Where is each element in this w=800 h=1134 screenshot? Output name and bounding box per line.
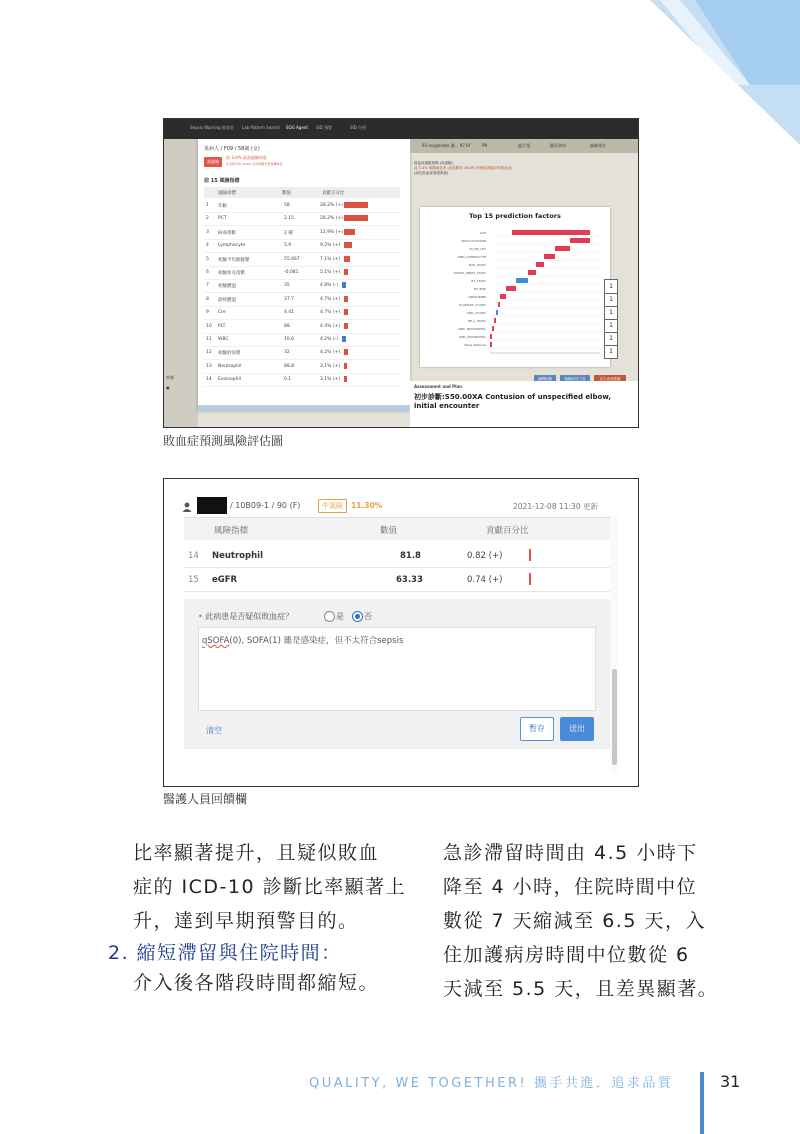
factor-bar (500, 294, 506, 299)
tab-lab-pattern[interactable]: Lab Pattern Search (242, 125, 280, 130)
factor-label: MAP_START (468, 263, 486, 267)
row-value: 10.6 (284, 337, 295, 342)
contribution-bar (344, 323, 348, 329)
row-value: 32 (284, 350, 290, 356)
row-value: 58 (284, 203, 290, 208)
table-row (184, 567, 612, 592)
comment-textarea[interactable] (198, 627, 596, 711)
table-row (204, 360, 400, 374)
row-indicator: 初驗休克指數 (218, 271, 245, 276)
row-indicator: 初驗體溫 (218, 284, 236, 290)
radio-no-label[interactable]: 否 (364, 612, 372, 621)
tab-sid-warning[interactable]: SID 預警 (316, 125, 333, 130)
row-contribution: 3.1% (+) (320, 363, 341, 369)
row-index: 3 (206, 229, 209, 235)
footer-bar (700, 1072, 704, 1134)
comment-underlined: qSOFA (202, 636, 230, 646)
waterfall-plot (420, 207, 610, 367)
row-index: 1 (206, 203, 209, 208)
text-line: 急診滯留時間由 4.5 小時下 (443, 842, 698, 864)
assessment-text: 初步診斷:S50.00XA Contusion of unspecified elbow, initial encounter (414, 393, 612, 410)
text-line: 升，達到早期預警目的。 (133, 910, 359, 932)
row-value: 81.8 (400, 551, 421, 561)
header-contribution: 貢獻百分比 (322, 191, 345, 196)
row-index: 2 (206, 216, 209, 222)
factor-label: SHOCK_INDEX_START (453, 271, 486, 275)
text-line: 降至 4 小時，住院時間中位 (443, 876, 698, 898)
radio-yes[interactable] (324, 611, 335, 622)
risk-table-header (204, 187, 400, 198)
scrollbar-thumb[interactable] (612, 669, 617, 765)
table-row (204, 212, 400, 226)
risk-badge: 高風險 (204, 157, 222, 167)
row-contribution: 3.1% (+) (320, 377, 341, 383)
factor-label: PLATELET_COUNT (459, 303, 486, 307)
side-value-cell: 1 (605, 345, 617, 359)
table-row (204, 266, 400, 280)
factor-bar (555, 246, 570, 251)
user-icon (182, 502, 192, 512)
header-contribution: 貢獻百分比 (486, 526, 529, 536)
side-value-cell: 1 (605, 293, 617, 307)
factor-label: Other features (464, 343, 486, 347)
factor-bar (492, 326, 494, 331)
contribution-bar (344, 349, 348, 355)
factor-label: WBC_LYMPHOCYTE (457, 255, 486, 259)
row-index: 14 (188, 551, 199, 561)
advance-directive-button[interactable]: 自主表達建議 (594, 375, 626, 383)
right-paragraph (443, 836, 718, 1006)
factor-bar (570, 238, 590, 243)
row-value: 35 (284, 283, 290, 289)
row-indicator: Eosinophil (218, 377, 242, 383)
row-index: 6 (206, 270, 209, 275)
browser-tab-bar (164, 119, 638, 139)
table-row (204, 226, 400, 240)
factor-bar (506, 286, 516, 291)
row-indicator: 初驗舒張壓 (218, 351, 241, 357)
risk-percentage: 11.30% (351, 501, 383, 510)
contribution-bar (344, 256, 350, 262)
table-row (204, 373, 400, 387)
factor-label: BP_L_START (468, 319, 486, 323)
row-indicator: Neutrophil (218, 363, 242, 369)
factor-bar (536, 262, 544, 267)
contribution-bar (344, 309, 348, 315)
emr-risk-note (414, 161, 564, 176)
submit-button[interactable]: 送出 (560, 717, 594, 741)
table-row (204, 199, 400, 213)
header-text: PN (482, 143, 488, 148)
risk-subtext: 比全院平均 16.8% 的早期警告患者機率高 (226, 162, 283, 166)
contribution-bar (344, 296, 348, 302)
side-value-cell: 1 (605, 280, 617, 294)
question-text: 此病患是否疑似敗血症？ (205, 612, 294, 621)
text-line: 症的 ICD-10 診斷比率顯著上 (133, 876, 407, 898)
row-index: 13 (206, 363, 212, 369)
row-indicator: PCT (218, 216, 227, 222)
row-index: 12 (206, 350, 212, 356)
header-indicator: 風險指標 (214, 526, 249, 536)
row-contribution: 28.2% (+) (320, 216, 344, 222)
table-row (204, 346, 400, 360)
lab-eval-tool-button[interactable]: 檢驗評估工具 (560, 375, 590, 383)
contribution-bar (342, 336, 346, 342)
horizontal-scrollbar[interactable] (198, 405, 410, 411)
row-index: 15 (188, 575, 199, 585)
emr-right-header (410, 139, 638, 153)
row-value: 63.33 (396, 575, 423, 585)
row-value: 55.667 (284, 256, 300, 262)
factor-bar (498, 302, 500, 307)
factor-bar (496, 310, 498, 315)
row-indicator: 病毒感數 (218, 230, 236, 236)
factor-bar (494, 318, 496, 323)
tab-sepsis-warning[interactable]: Sepsis Warning 敗血症 (190, 125, 234, 130)
row-value: 5.9 (284, 243, 292, 249)
contribution-bar (344, 215, 368, 221)
header-value: 數值 (282, 191, 291, 196)
table-row (204, 279, 400, 293)
row-value: 2.15 (284, 216, 295, 222)
row-contribution: 4.7% (+) (320, 310, 341, 316)
row-index: 11 (206, 337, 212, 342)
row-index: 14 (206, 377, 212, 383)
row-contribution: 12.9% (+) (320, 229, 344, 235)
row-indicator: WBC (218, 337, 229, 342)
row-index: 8 (206, 296, 209, 302)
assessment-title: Assessment and Plan (414, 384, 463, 389)
contribution-bar (344, 363, 347, 369)
table-row (204, 333, 400, 347)
patient-info: / 10B09-1 / 90 (F) (230, 501, 301, 510)
text-line: 數從 7 天縮減至 6.5 天，入 (443, 910, 706, 932)
contribution-bar (529, 573, 531, 585)
factor-label: BT_END (474, 287, 486, 291)
contribution-bar (344, 269, 348, 275)
row-index: 7 (206, 283, 209, 289)
row-index: 9 (206, 310, 209, 316)
contribution-bar (344, 376, 347, 382)
left-paragraph (133, 836, 406, 938)
contribution-bar (344, 202, 368, 208)
side-value-cell: 1 (605, 306, 617, 320)
header-indicator: 風險指標 (218, 191, 236, 196)
table-row (204, 253, 400, 267)
row-indicator: eGFR (212, 575, 238, 585)
factor-label: AGE (479, 231, 486, 235)
factor-label: BT_START (471, 279, 486, 283)
header-text[interactable]: 檢驗報告 (590, 143, 606, 148)
text-line: 比率顯著提升，且疑似敗血 (133, 842, 380, 864)
row-indicator: 年齡 (218, 204, 227, 209)
radio-no[interactable] (352, 611, 363, 622)
table-row (204, 239, 400, 253)
note-title: 敗血症風險預測 (高風險) (414, 161, 453, 165)
save-draft-button[interactable]: 暫存 (520, 717, 554, 741)
radio-yes-label[interactable]: 是 (336, 612, 344, 621)
contribution-bar (342, 282, 346, 288)
top15-heading: 前 15 風險指標 (204, 178, 240, 184)
risk-popup-panel (198, 139, 410, 411)
factor-bar (512, 230, 590, 235)
sepsis-risk-screenshot (163, 118, 639, 428)
factor-label: PROCALCITONIN (461, 239, 486, 243)
update-timestamp: 2021-12-08 11:30 更新 (513, 502, 598, 511)
clear-button[interactable]: 清空 (206, 726, 222, 735)
risk-level-text: 前 3-4% 最高風險病患 (226, 155, 267, 160)
risk-badge: 中風險 (318, 499, 347, 513)
comment-text (202, 634, 403, 646)
figure1-caption: 敗血症預測風險評估圖 (163, 434, 284, 448)
left-paragraph-2: 介入後各階段時間都縮短。 (133, 972, 380, 994)
patient-info: 某病人 / F09 / 58歲 (女) (204, 146, 260, 152)
row-value: 4.41 (284, 310, 295, 316)
row-contribution: 28.2% (+) (320, 203, 344, 208)
row-contribution: 0.82 (+) (467, 551, 503, 561)
feedback-form (184, 599, 612, 749)
factor-label: WBC_NEUTROPHIL (458, 327, 486, 331)
row-value: 2 種 (284, 230, 293, 236)
feedback-screenshot (163, 478, 639, 787)
factor-label: CREATININE (468, 295, 486, 299)
header-value: 數值 (380, 526, 398, 536)
contribution-bar (344, 242, 352, 248)
table-row (184, 543, 612, 568)
table-row (204, 320, 400, 334)
side-value-cell: 1 (605, 319, 617, 333)
note-link[interactable]: (前往敗血症預測系統) (414, 171, 449, 175)
row-contribution: 4.2% (-) (320, 337, 338, 342)
row-value: -0.081 (284, 270, 299, 275)
risk-table-header (184, 517, 612, 540)
assessment-plan (410, 381, 638, 427)
row-value: 0.1 (284, 377, 292, 383)
chart-title: Top 15 prediction factors (469, 212, 561, 220)
redacted-patient-name (197, 497, 227, 514)
table-row (204, 306, 400, 320)
factor-bar (516, 278, 528, 283)
row-value: 37.7 (284, 296, 295, 302)
header-text: 93 oxygenate 護... 97.6f (422, 143, 471, 148)
contribution-bar (344, 229, 355, 235)
row-contribution: 0.74 (+) (467, 575, 503, 585)
header-text[interactable]: 藥品資料 (550, 143, 566, 148)
table-row (204, 293, 400, 307)
row-contribution: 4.4% (+) (320, 323, 341, 329)
top15-factors-chart (420, 207, 610, 367)
view-record-button[interactable]: 調閱紀錄 (534, 375, 556, 383)
factor-label: IN_TRI_LEV (469, 247, 486, 251)
row-index: 5 (206, 256, 209, 262)
tab-sid-analysis[interactable]: SID 分析 (350, 125, 367, 130)
row-index: 4 (206, 243, 209, 249)
side-value-cell: 1 (605, 332, 617, 346)
row-indicator: 最終體溫 (218, 297, 236, 303)
factor-bar (544, 254, 555, 259)
factor-label: WBC_COUNT (466, 311, 486, 315)
sepsis-question: • 此病患是否疑似敗血症？ (198, 612, 294, 621)
factor-label: WBC_EOSINOPHIL (459, 335, 486, 339)
row-indicator: Neutrophil (212, 551, 263, 561)
factor-bar (528, 270, 536, 275)
factor-bar (490, 334, 492, 339)
row-indicator: PLT (218, 323, 226, 329)
row-contribution: 5.1% (+) (320, 270, 341, 275)
factor-bar (490, 342, 492, 347)
header-text[interactable]: 處方箋 (518, 143, 530, 148)
row-contribution: 4.8% (-) (320, 283, 338, 289)
tab-sog-agent[interactable]: SOG Agent (286, 125, 308, 130)
text-line: 天減至 5.5 天，且差異顯著。 (443, 978, 719, 1000)
figure2-caption: 醫護人員回饋欄 (163, 792, 248, 806)
row-value: 88 (284, 323, 290, 329)
text-line: 住加護病房時間中位數從 6 (443, 944, 690, 966)
row-contribution: 4.7% (+) (320, 296, 341, 302)
page-number: 31 (720, 1072, 741, 1091)
footer-slogan: QUALITY, WE TOGETHER! 攜手共進．追求品質 (309, 1076, 674, 1091)
emr-left-strip: 病歷 ▣ (164, 139, 198, 427)
row-contribution: 4.2% (+) (320, 350, 341, 356)
contribution-bar (529, 549, 531, 561)
row-indicator: Cre (218, 310, 226, 316)
section-heading: 2. 縮短滯留與住院時間： (108, 942, 342, 964)
row-value: 88.8 (284, 363, 295, 369)
row-index: 10 (206, 323, 212, 329)
row-indicator: 初驗平均動脈壓 (218, 257, 250, 263)
comment-rest: (0), SOFA(1) 雖是感染症，但不太符合sepsis (229, 636, 404, 646)
side-value-column (604, 279, 618, 359)
row-indicator: Lymphocyte (218, 243, 246, 249)
note-line: 前 3-4% 風險病患者 (此區間有 16.8% 的病患被確診有敗血症) (414, 166, 513, 170)
corner-triangle-decoration (620, 0, 800, 145)
row-contribution: 9.2% (+) (320, 243, 341, 249)
row-contribution: 7.1% (+) (320, 256, 341, 262)
feedback-panel (164, 479, 638, 786)
